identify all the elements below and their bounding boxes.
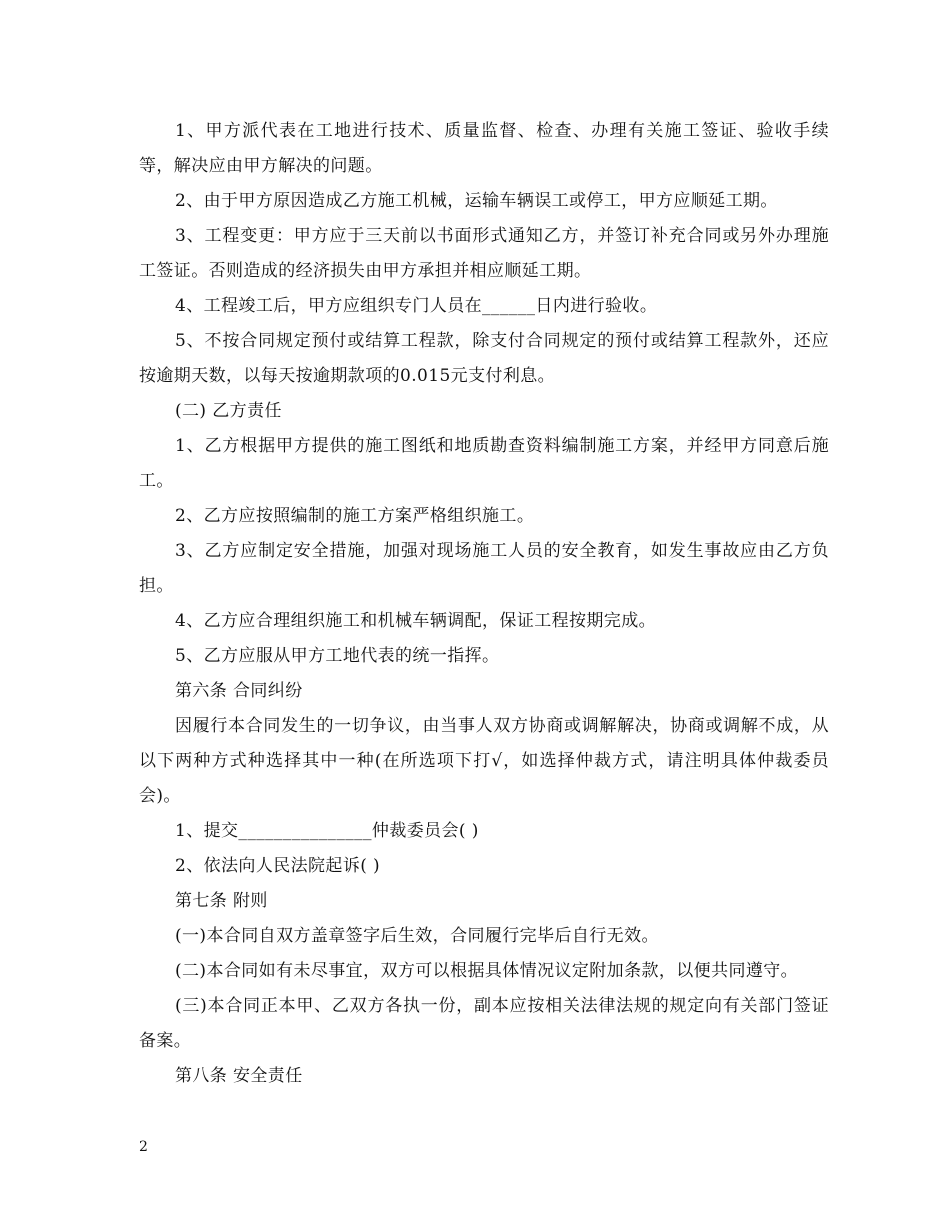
paragraph: 2、依法向人民法院起诉( ) [175,856,381,876]
paragraph: 因履行本合同发生的一切争议，由当事人双方协商或调解解决，协商或调解不成，从以下两种方式种选择其中一种(在所选项下打√，如选择仲裁方式，请注明具体仲裁委员会)。 [139,716,829,806]
paragraph: 2、由于甲方原因造成乙方施工机械，运输车辆误工或停工，甲方应顺延工期。 [175,191,778,211]
paragraph: 4、工程竣工后，甲方应组织专门人员在______日内进行验收。 [175,296,658,316]
section-heading: (二) 乙方责任 [175,401,282,421]
paragraph: 5、乙方应服从甲方工地代表的统一指挥。 [175,646,500,666]
paragraph: (三)本合同正本甲、乙双方各执一份，副本应按相关法律法规的规定向有关部门签证备案。 [139,996,829,1051]
paragraph: 4、乙方应合理组织施工和机械车辆调配，保证工程按期完成。 [175,611,657,631]
page-number: 2 [139,1139,148,1155]
paragraph: 1、提交_______________仲裁委员会( ) [175,821,479,841]
paragraph: (二)本合同如有未尽事宜，双方可以根据具体情况议定附加条款，以便共同遵守。 [175,961,799,981]
paragraph: (一)本合同自双方盖章签字后生效，合同履行完毕后自行无效。 [175,926,659,946]
paragraph: 1、甲方派代表在工地进行技术、质量监督、检查、办理有关施工签证、验收手续等，解决应由甲方解决的问题。 [139,121,829,176]
paragraph: 3、乙方应制定安全措施，加强对现场施工人员的安全教育，如发生事故应由乙方负担。 [139,541,829,596]
paragraph: 3、工程变更：甲方应于三天前以书面形式通知乙方，并签订补充合同或另外办理施工签证。否则造成的经济损失由甲方承担并相应顺延工期。 [139,226,829,281]
paragraph: 1、乙方根据甲方提供的施工图纸和地质勘查资料编制施工方案，并经甲方同意后施工。 [139,436,829,491]
paragraph: 5、不按合同规定预付或结算工程款，除支付合同规定的预付或结算工程款外，还应按逾期天数，以每天按逾期款项的0.015元支付利息。 [139,331,829,386]
article-heading: 第八条 安全责任 [175,1066,303,1086]
article-heading: 第七条 附则 [175,891,268,911]
paragraph: 2、乙方应按照编制的施工方案严格组织施工。 [175,506,535,526]
article-heading: 第六条 合同纠纷 [175,681,303,701]
document-body [139,114,829,1094]
